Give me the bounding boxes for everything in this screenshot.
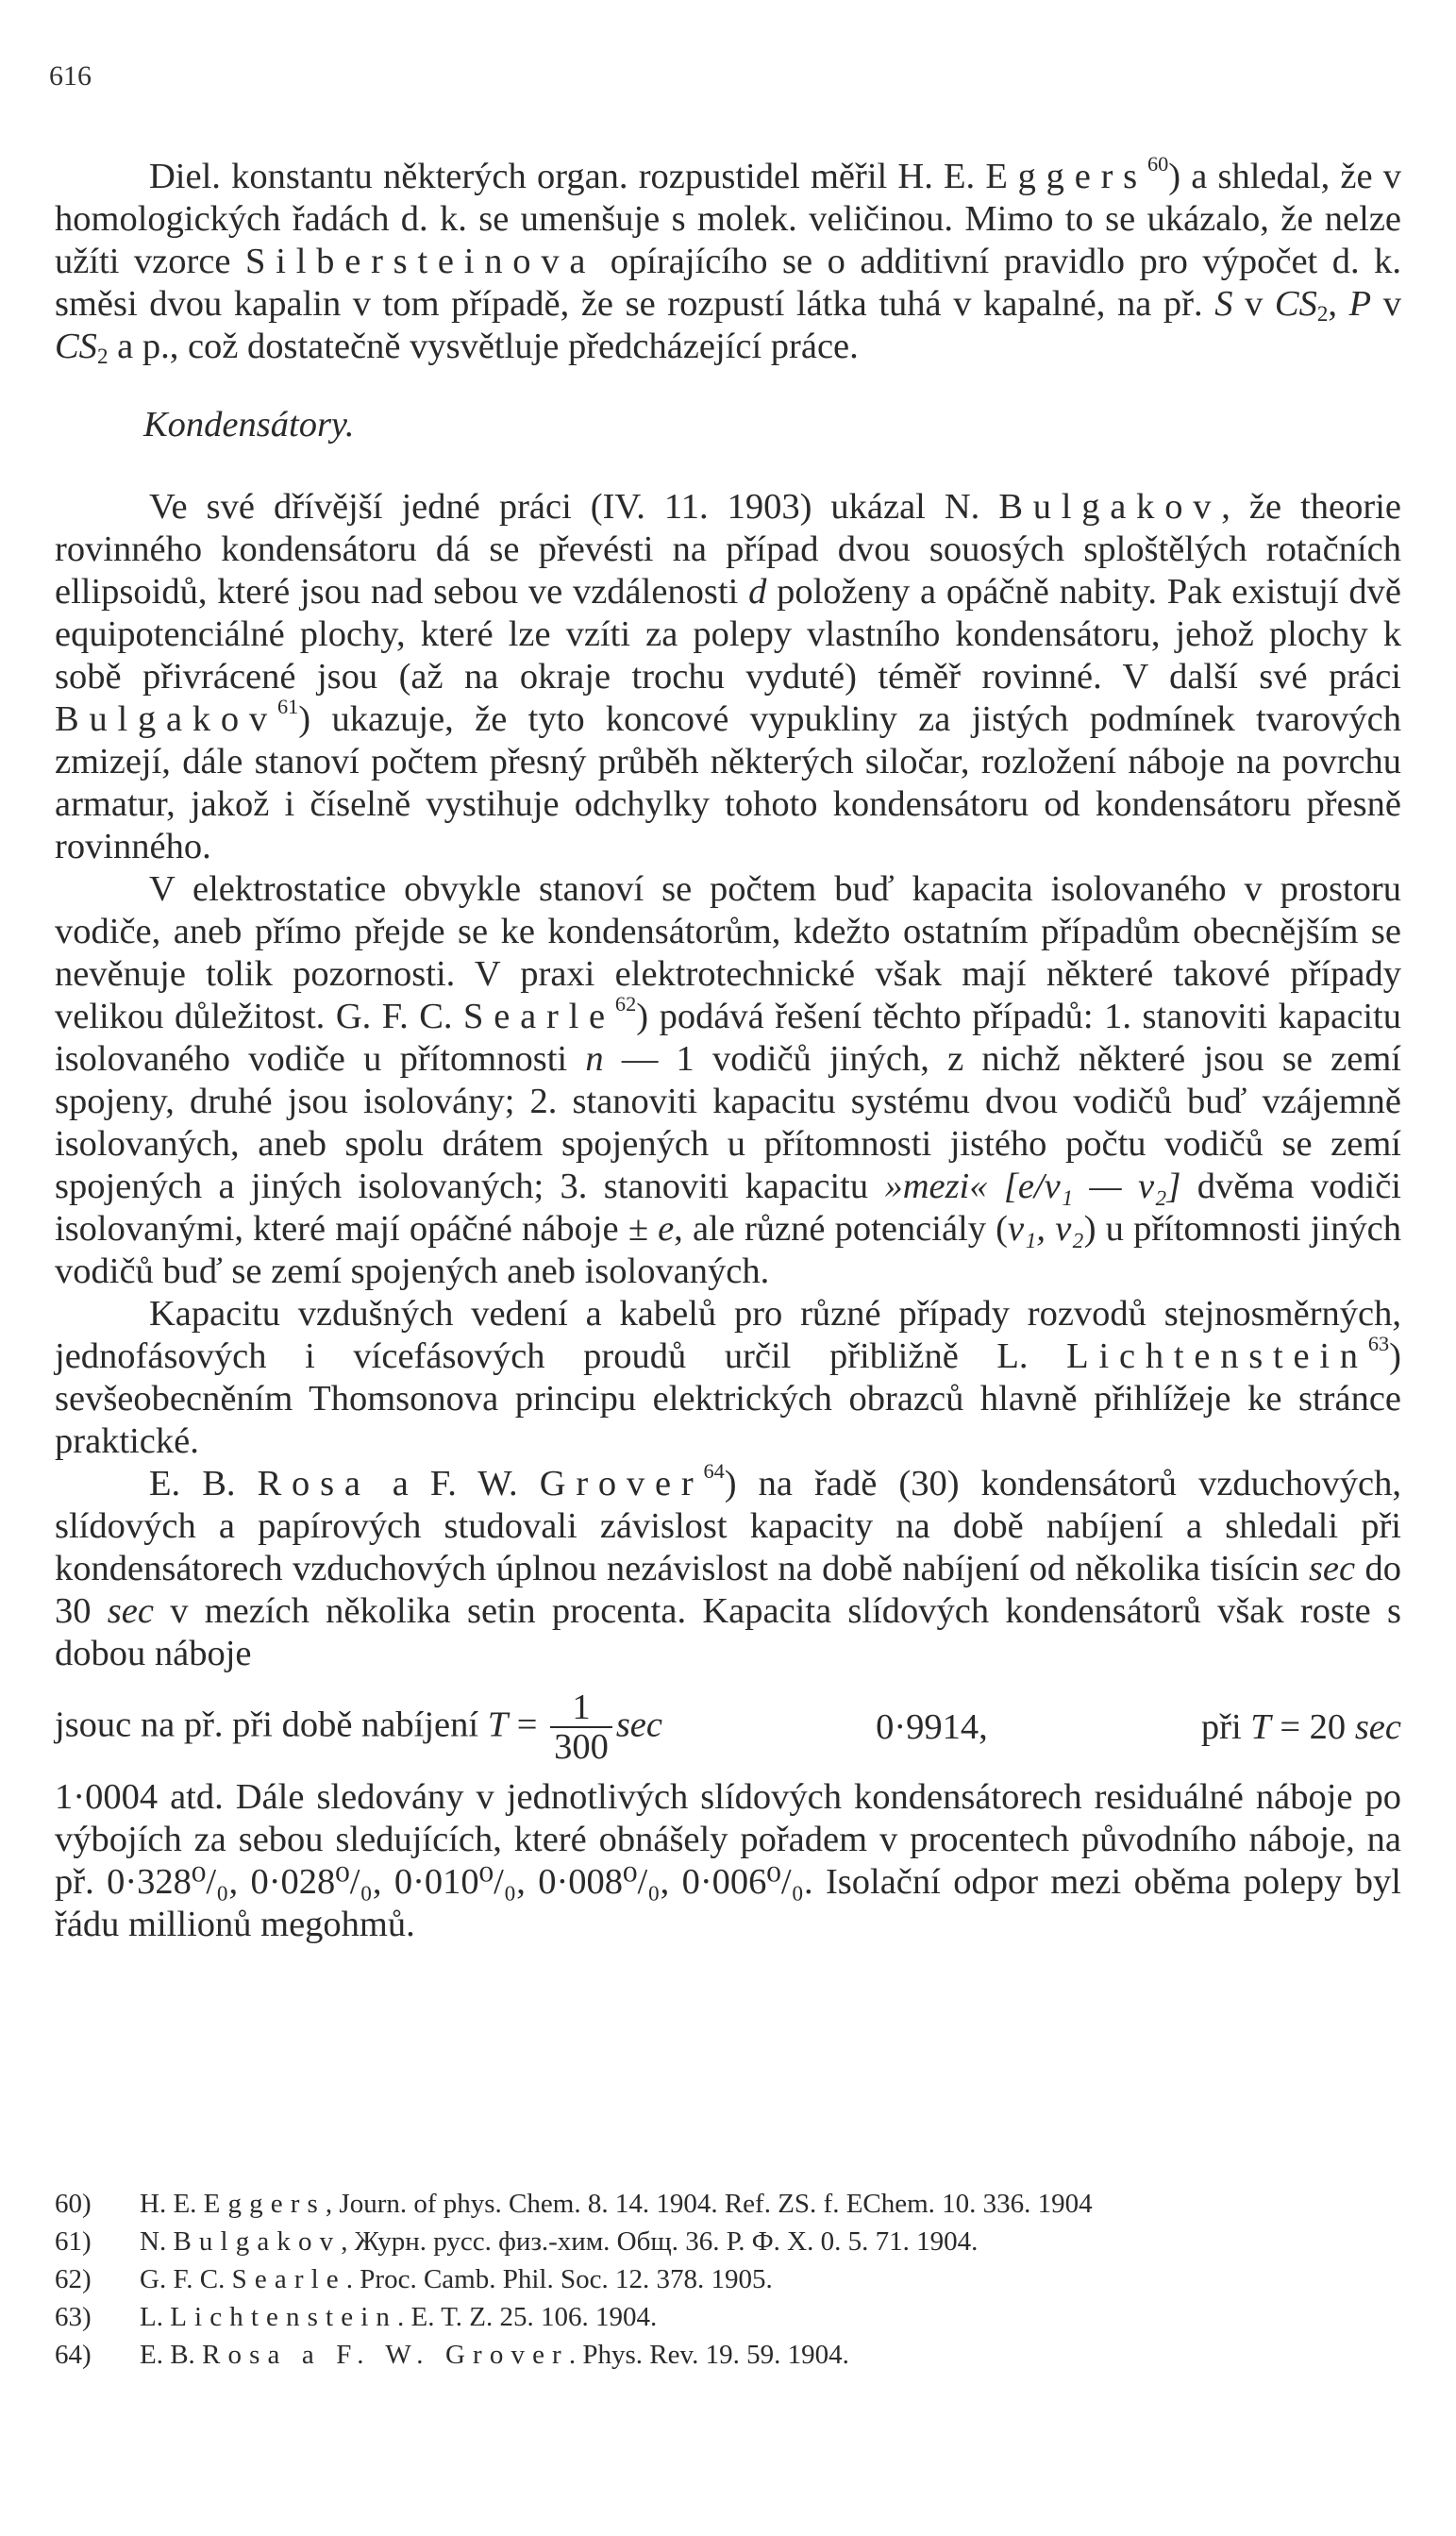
subscript: 2 xyxy=(96,343,109,368)
page-number: 616 xyxy=(49,60,92,92)
text-run: N. xyxy=(140,2226,174,2257)
author-name: Lichtenstein xyxy=(1066,1336,1368,1376)
author-name: Silbersteinova xyxy=(245,242,596,281)
text-run: . Phys. Rev. 19. 59. 1904. xyxy=(568,2340,849,2370)
footnote-ref: 64 xyxy=(703,1459,725,1484)
text-run: dvěma vodiči isolovanými, které mají opáčné náboje xyxy=(55,1167,1401,1249)
footnote xyxy=(55,2301,1401,2333)
text-run: , Журн. русс. физ.-хим. Общ. 36. Р. Ф. X. 0. 5. 71. 1904. xyxy=(341,2226,979,2257)
footnote-mark: 62) xyxy=(55,2264,92,2294)
subscript: 2 xyxy=(1316,300,1329,326)
unit: sec xyxy=(615,1705,662,1745)
text-run: v xyxy=(1232,284,1275,324)
text-run: G. F. C. xyxy=(140,2264,232,2294)
paragraph-bulgakov xyxy=(55,486,1401,868)
text-run: , Journ. of phys. Chem. 8. 14. 1904. Ref. ZS. f. EChem. 10. 336. 1904 xyxy=(325,2189,1093,2219)
symbol: S xyxy=(1214,284,1233,324)
fraction-denominator: 300 xyxy=(554,1727,609,1768)
intro-paragraph xyxy=(55,152,1402,368)
text-run: , že theorie rovinného kondensátoru dá se převésti na případ dvou souosých sploštělých rotačních ellipsoidů, které jsou nad sebou ve vzdálenosti xyxy=(55,487,1401,612)
text-run: jsouc na př. při době nabíjení xyxy=(55,1705,488,1745)
text-run: do 30 xyxy=(55,1549,1401,1631)
footnote-mark: 64) xyxy=(55,2340,92,2370)
formula: [e/v₁ — v₂] xyxy=(1003,1167,1181,1206)
symbol: T xyxy=(487,1705,509,1745)
author-name: Rosa xyxy=(257,1464,371,1503)
text-run: v xyxy=(1371,284,1402,324)
unit: sec xyxy=(1354,1706,1401,1747)
paragraph-searle xyxy=(55,868,1401,1293)
text-run: v mezích několika setin procenta. Kapacita slídových kondensátorů však roste s dobou náboje xyxy=(55,1591,1401,1673)
footnote-ref: 63 xyxy=(1367,1332,1390,1356)
text-run: . Proc. Camb. Phil. Soc. 12. 378. 1905. xyxy=(345,2264,773,2294)
symbol: T xyxy=(1250,1706,1271,1747)
text-run: E. B. xyxy=(149,1464,258,1503)
text-run: Ve své dřívější jedné práci (IV. 11. 1903) ukázal N. xyxy=(149,487,999,527)
formula-right xyxy=(1201,1706,1401,1749)
author-name: Bulgakov xyxy=(173,2226,342,2257)
text-run: ) ukazuje, že tyto koncové vypukliny za jistých podmínek tvarových zmizejí, dále stanoví počtem přesný průběh některých siločar, rozložení náboje na povrchu armatur, jakož i číselně vystihuje odchylky tohoto kondensátoru od kondensátoru přesně rovinného. xyxy=(55,699,1401,866)
text-run: ) na řadě (30) kondensátorů vzduchových, slídových a papírových studovali závislost kapacity na době nabíjení a shledali při kondensátorech vzduchových úplnou nezávislost na době nabíjení od několika tisícin xyxy=(55,1464,1401,1588)
text-run: a p., což dostatečně vysvětluje předcházející práce. xyxy=(108,327,859,366)
text-run: . E. T. Z. 25. 106. 1904. xyxy=(397,2302,658,2332)
unit: sec xyxy=(107,1591,154,1631)
text-run: V elektrostatice obvykle stanoví se počtem buď kapacita isolovaného v prostoru vodiče, aneb přímo přejde se ke kondensátorům, kdežto ostatním případům obecnějším se nevěnuje tolik pozornosti. V praxi elektrotechnické však mají některé takové případy velikou důležitost. G. F. C. xyxy=(55,869,1401,1036)
footnote xyxy=(55,2225,1401,2258)
text-run: opírajícího se o additivní pravidlo pro výpočet d. k. směsi dvou kapalin v tom případě, že se rozpustí látka tuhá v kapalné, na př. xyxy=(55,242,1401,324)
footnote xyxy=(55,2188,1401,2220)
author-name: Rosa a F. W. Grover xyxy=(202,2340,569,2370)
text-run: ) sevšeobecněním Thomsonova principu elektrických obrazců hlavně přihlížeje ke stránce praktické. xyxy=(55,1336,1401,1461)
text-run: = xyxy=(508,1705,547,1745)
text-run: E. B. xyxy=(140,2340,203,2370)
fraction-numerator: 1 xyxy=(550,1688,612,1728)
author-name: Lichtenstein xyxy=(170,2302,398,2332)
paragraph-continuation: 1·0004 atd. Dále sledovány v jednotlivých slídových kondensátorech residuálné náboje po výbojích za sebou sledujících, které obnášely pořadem v procentech původního náboje, na př. 0·328⁰/₀, 0·028⁰/₀, 0·010⁰/₀, 0·008⁰/₀, 0·006⁰/₀. Isolační odpor mezi oběma polepy byl řádu millionů megohmů. xyxy=(55,1776,1401,1944)
text-run: — 1 vodičů jiných, z nichž některé jsou se zemí spojeny, druhé jsou isolovány; 2. stanoviti kapacitu systému dvou vodičů buď vzájemně isolovaných, aneb spolu drátem spojených u přítomnosti jistého počtu vodičů se zemí spojených a jiných isolovaných; 3. stanoviti kapacitu xyxy=(55,1039,1401,1206)
text-run: Kapacitu vzdušných vedení a kabelů pro různé případy rozvodů stejnosměrných, jednofásových i vícefásových proudů určil přibližně L. xyxy=(55,1294,1401,1376)
footnote-mark: 60) xyxy=(55,2189,92,2219)
author-name: Grover xyxy=(539,1464,704,1503)
author-name: Eggers xyxy=(203,2189,326,2219)
text-run: ) u přítomnosti jiných vodičů buď se zemí spojených aneb isolovaných. xyxy=(55,1209,1401,1291)
footnote-mark: 61) xyxy=(55,2226,92,2257)
body-text xyxy=(55,152,1402,1946)
text-run: při xyxy=(1200,1706,1251,1747)
footnote-mark: 63) xyxy=(55,2302,92,2332)
footnotes xyxy=(55,2188,1401,2376)
text-run: , ale různé potenciály ( xyxy=(674,1209,1008,1249)
symbol: CS xyxy=(1274,284,1317,324)
text-run: H. E. xyxy=(140,2189,204,2219)
author-name: Bulgakov xyxy=(55,699,277,739)
text-run: Diel. konstantu některých organ. rozpustidel měřil H. E. xyxy=(149,157,986,196)
formula-line xyxy=(55,1688,1401,1767)
author-name: Bulgakov xyxy=(998,487,1222,527)
symbol: n xyxy=(585,1039,604,1079)
formula-value: 0·9914, xyxy=(876,1706,988,1747)
text-run: = 20 xyxy=(1270,1706,1355,1747)
author-name: Eggers xyxy=(985,157,1147,196)
footnote xyxy=(55,2339,1401,2371)
text-run: , xyxy=(1328,284,1349,324)
text-run: položeny a opáčně nabity. Pak existují dvě equipotenciálné plochy, které lze vzíti za polepy vlastního kondensátoru, jehož plochy k sobě přivrácené jsou (až na okraje trochu vyduté) téměř rovinné. V další své práci xyxy=(55,572,1401,697)
text-run: a F. W. xyxy=(370,1464,540,1503)
footnote-ref: 61 xyxy=(276,695,299,719)
term: »mezi« xyxy=(884,1167,988,1206)
symbol: P xyxy=(1348,284,1372,324)
fraction xyxy=(550,1688,612,1767)
footnote-ref: 60 xyxy=(1146,152,1169,176)
text-run: ) a shledal, že v homologických řadách d. k. se umenšuje s molek. veličinou. Mimo to se ukázalo, že nelze užíti vzorce xyxy=(55,157,1402,281)
author-name: Searle xyxy=(463,997,615,1036)
symbol: ± e xyxy=(628,1209,675,1249)
footnote-ref: 62 xyxy=(614,992,637,1016)
section-title: Kondensátory. xyxy=(143,405,355,445)
text-run: ) podává řešení těchto případů: 1. stanoviti kapacitu isolovaného vodiče u přítomnosti xyxy=(55,997,1401,1079)
text-run: L. xyxy=(140,2302,171,2332)
paragraph-rosa-grover xyxy=(55,1459,1401,1675)
footnote xyxy=(55,2263,1401,2295)
formula-left xyxy=(55,1688,662,1767)
paragraph-lichtenstein xyxy=(55,1293,1401,1463)
symbol: CS xyxy=(55,327,97,366)
unit: sec xyxy=(1308,1549,1356,1588)
symbol: d xyxy=(748,572,767,612)
symbol: v₁, v₂ xyxy=(1007,1209,1084,1249)
author-name: Searle xyxy=(231,2264,346,2294)
